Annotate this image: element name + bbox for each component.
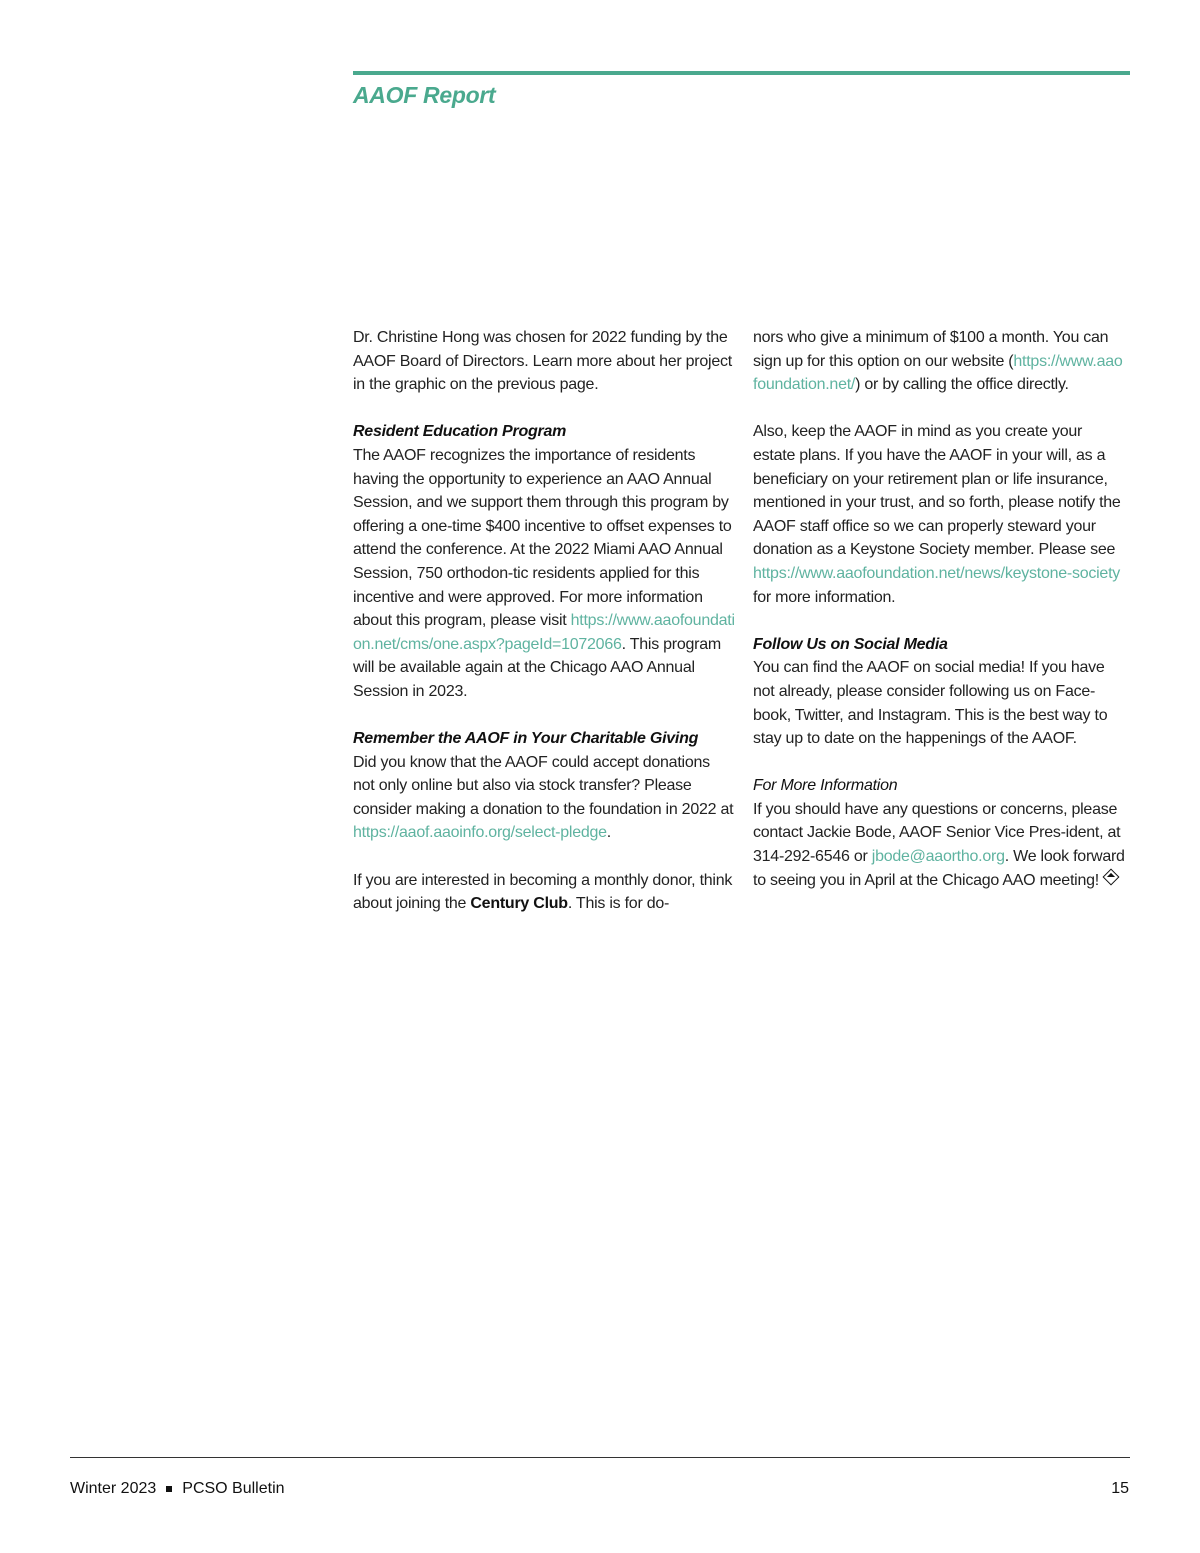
monthly-donor-paragraph [353,869,735,916]
monthly-text: If you are interested in becoming a monthly donor, think about joining the [353,871,733,913]
email-link[interactable]: jbode@aaortho.org [871,848,1005,866]
footer-rule [70,1457,1130,1458]
estate-paragraph [753,420,1125,609]
footer-issue: Winter 2023 [70,1480,157,1497]
more-info-text-end: . We look forward to seeing you in April at the Chicago AAO meeting! [753,848,1125,889]
monthly-text-end: . This is for do- [567,895,670,913]
more-info-heading: For More Information [753,777,898,795]
giving-text-end: . [606,824,611,842]
resident-text-end: . This program will be available again at the Chicago AAO Annual Session in 2023. [353,635,721,700]
section-title: AAOF Report [353,82,496,108]
page-number: 15 [1111,1480,1129,1497]
diamond-end-mark-icon [1102,868,1119,885]
left-column [353,326,735,939]
intro-text: Dr. Christine Hong was chosen for 2022 funding by the AAOF Board of Directors. Learn more about her project in the graphic on the previous page. [353,329,732,394]
footer-publication-info [70,1480,285,1498]
pledge-link[interactable]: https://aaof.aaoinfo.org/select-pledge [353,824,607,842]
century-club: Century Club [470,895,568,913]
monthly-cont-text: nors who give a minimum of $100 a month. You can sign up for this option on our website ( [753,329,1109,370]
resident-text: The AAOF recognizes the importance of residents having the opportunity to experience an AAO Annual Session, and we support them through this program by offering a one-time $400 incentive to offset expenses to attend the conference. At the 2022 Miami AAO Annual Session, 750 orthodon-tic residents applied for this incentive and were approved. For more information about this program, please visit [353,446,732,630]
estate-text-end: for more information. [753,588,896,606]
giving-text: Did you know that the AAOF could accept donations not only online but also via stock transfer? Please consider making a donation to the foundation in 2022 at [353,753,734,818]
social-heading: Follow Us on Social Media [753,635,948,653]
more-info-text: If you should have any questions or concerns, please contact Jackie Bode, AAOF Senior Vice Pres-ident, at 314-292-6546 or [753,800,1121,866]
monthly-donor-continued [753,326,1125,397]
square-bullet-icon [166,1486,172,1492]
footer-publication: PCSO Bulletin [182,1480,285,1497]
resident-heading: Resident Education Program [353,423,567,441]
social-text: You can find the AAOF on social media! If you have not already, please consider following us on Face-book, Twitter, and Instagram. This is the best way to stay up to date on the happenings of the AAOF. [753,659,1108,748]
resident-link[interactable]: https://www.aaofoundation.net/cms/one.aspx?pageId=1072066 [353,612,735,653]
estate-text: Also, keep the AAOF in mind as you create your estate plans. If you have the AAOF in your will, as a beneficiary on your retirement plan or life insurance, mentioned in your trust, and so forth, please notify the AAOF staff office so we can properly steward your donation as a Keystone Society member. Please see [753,423,1121,559]
resident-section [353,420,735,703]
keystone-link[interactable]: https://www.aaofoundation.net/news/keystone-society [753,564,1121,582]
header-rule [353,71,1130,75]
intro-paragraph [353,326,735,397]
more-info-section [753,774,1125,892]
right-column [753,326,1125,916]
website-link[interactable]: https://www.aaofoundation.net/ [753,352,1123,394]
monthly-cont-text-end: ) or by calling the office directly. [855,376,1069,394]
social-section [753,633,1125,751]
giving-section [353,727,735,845]
giving-heading: Remember the AAOF in Your Charitable Giving [353,730,699,748]
